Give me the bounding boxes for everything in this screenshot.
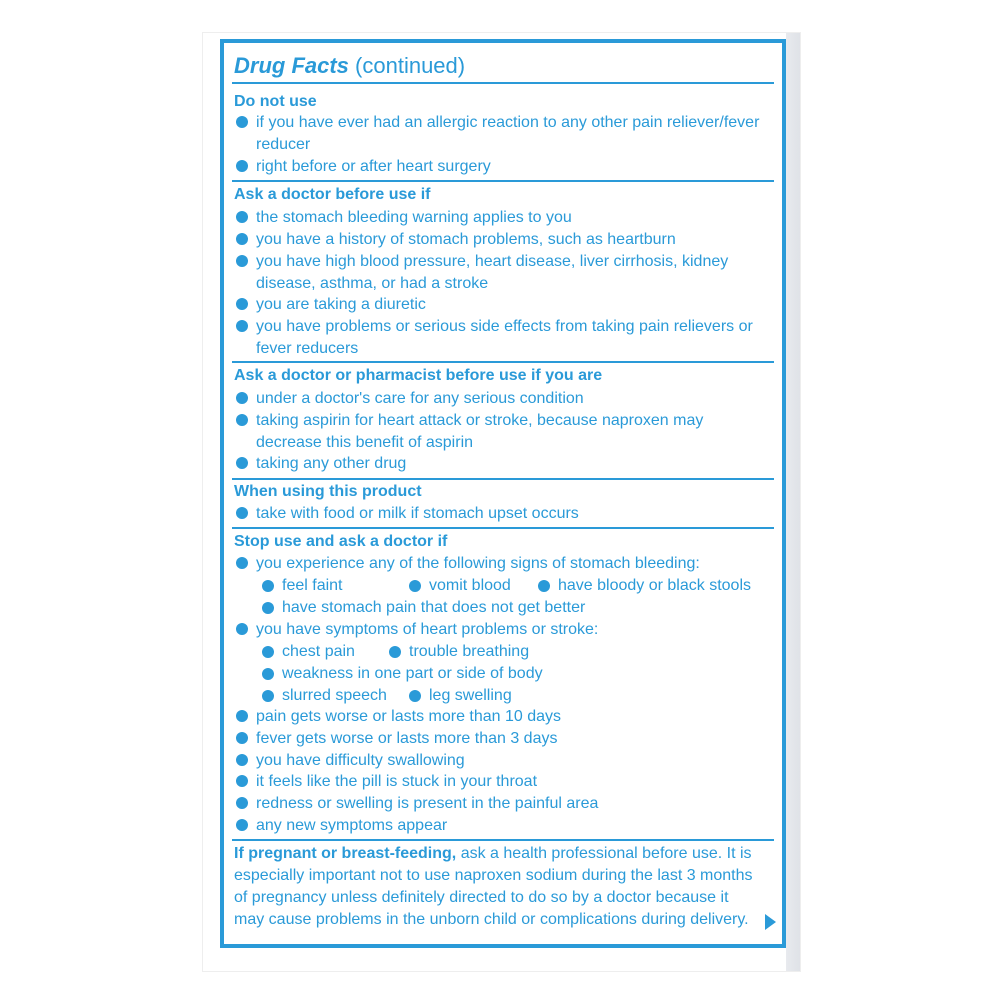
bullet-icon <box>409 690 421 702</box>
bullet-icon <box>262 580 274 592</box>
bullet-icon <box>236 557 248 569</box>
list-item: you have problems or serious side effects from taking pain relievers or fever reducers <box>234 316 770 360</box>
sub-item: leg swelling <box>409 685 512 707</box>
bullet-icon <box>236 710 248 722</box>
bullet-icon <box>236 160 248 172</box>
pregnancy-warning <box>234 843 760 931</box>
bullet-icon <box>236 732 248 744</box>
list-item: right before or after heart surgery <box>234 156 770 178</box>
list-item: it feels like the pill is stuck in your throat <box>234 771 770 793</box>
sub-item: have bloody or black stools <box>538 575 751 597</box>
bullet-icon <box>262 690 274 702</box>
heading-ask-pharmacist: Ask a doctor or pharmacist before use if you are <box>234 367 603 384</box>
pregnancy-warning-text: ask a health professional before use. It is especially important not to use naproxen sodium during the last 3 months of pregnancy unless definitely directed to do so by a doctor because it may cause problems in the unborn child or complications during delivery. <box>234 845 753 928</box>
panel-title <box>234 53 465 79</box>
title-bold: Drug Facts <box>234 53 349 78</box>
list-item: you have symptoms of heart problems or stroke: <box>234 619 770 641</box>
sub-item: vomit blood <box>409 575 511 597</box>
list-item: any new symptoms appear <box>234 815 770 837</box>
divider <box>232 478 774 480</box>
divider <box>232 82 774 84</box>
divider <box>232 180 774 182</box>
bullet-icon <box>236 775 248 787</box>
heading-stop-use: Stop use and ask a doctor if <box>234 533 448 550</box>
bullet-icon <box>236 623 248 635</box>
continue-arrow-icon <box>765 914 776 930</box>
bullet-icon <box>236 116 248 128</box>
sub-item: feel faint <box>262 575 342 597</box>
bullet-icon <box>236 392 248 404</box>
list-item: you experience any of the following signs of stomach bleeding: <box>234 553 770 575</box>
sub-item: have stomach pain that does not get better <box>262 597 585 619</box>
heading-when-using: When using this product <box>234 483 422 500</box>
drug-facts-panel <box>220 39 786 948</box>
bullet-icon <box>236 819 248 831</box>
list-item: under a doctor's care for any serious condition <box>234 388 770 410</box>
bullet-icon <box>236 298 248 310</box>
bullet-icon <box>236 797 248 809</box>
bullet-icon <box>236 507 248 519</box>
divider <box>232 361 774 363</box>
list-item: you have high blood pressure, heart disease, liver cirrhosis, kidney disease, asthma, or had a stroke <box>234 251 770 295</box>
sub-item: trouble breathing <box>389 641 529 663</box>
list-item: the stomach bleeding warning applies to you <box>234 207 770 229</box>
bullet-icon <box>236 233 248 245</box>
pregnancy-warning-label: If pregnant or breast-feeding, <box>234 845 457 862</box>
list-item: you are taking a diuretic <box>234 294 770 316</box>
bullet-icon <box>262 602 274 614</box>
sub-item: chest pain <box>262 641 355 663</box>
bullet-icon <box>236 255 248 267</box>
list-item: you have difficulty swallowing <box>234 750 770 772</box>
card-edge-right <box>786 33 800 971</box>
list-item: pain gets worse or lasts more than 10 days <box>234 706 770 728</box>
heading-ask-doctor: Ask a doctor before use if <box>234 186 431 203</box>
bullet-icon <box>262 646 274 658</box>
list-item: take with food or milk if stomach upset occurs <box>234 503 770 525</box>
bullet-icon <box>236 211 248 223</box>
list-item: if you have ever had an allergic reaction to any other pain reliever/fever reducer <box>234 112 770 156</box>
divider <box>232 527 774 529</box>
list-item: redness or swelling is present in the painful area <box>234 793 770 815</box>
list-item: you have a history of stomach problems, such as heartburn <box>234 229 770 251</box>
sub-item: weakness in one part or side of body <box>262 663 543 685</box>
bullet-icon <box>236 414 248 426</box>
heading-do-not-use: Do not use <box>234 93 317 110</box>
bullet-icon <box>236 754 248 766</box>
bullet-icon <box>409 580 421 592</box>
bullet-icon <box>262 668 274 680</box>
sub-item: slurred speech <box>262 685 387 707</box>
list-item: taking any other drug <box>234 453 770 475</box>
divider <box>232 839 774 841</box>
bullet-icon <box>236 320 248 332</box>
bullet-icon <box>389 646 401 658</box>
list-item: fever gets worse or lasts more than 3 days <box>234 728 770 750</box>
title-rest: (continued) <box>348 53 466 78</box>
bullet-icon <box>538 580 550 592</box>
list-item: taking aspirin for heart attack or stroke, because naproxen may decrease this benefit of aspirin <box>234 410 770 454</box>
bullet-icon <box>236 457 248 469</box>
